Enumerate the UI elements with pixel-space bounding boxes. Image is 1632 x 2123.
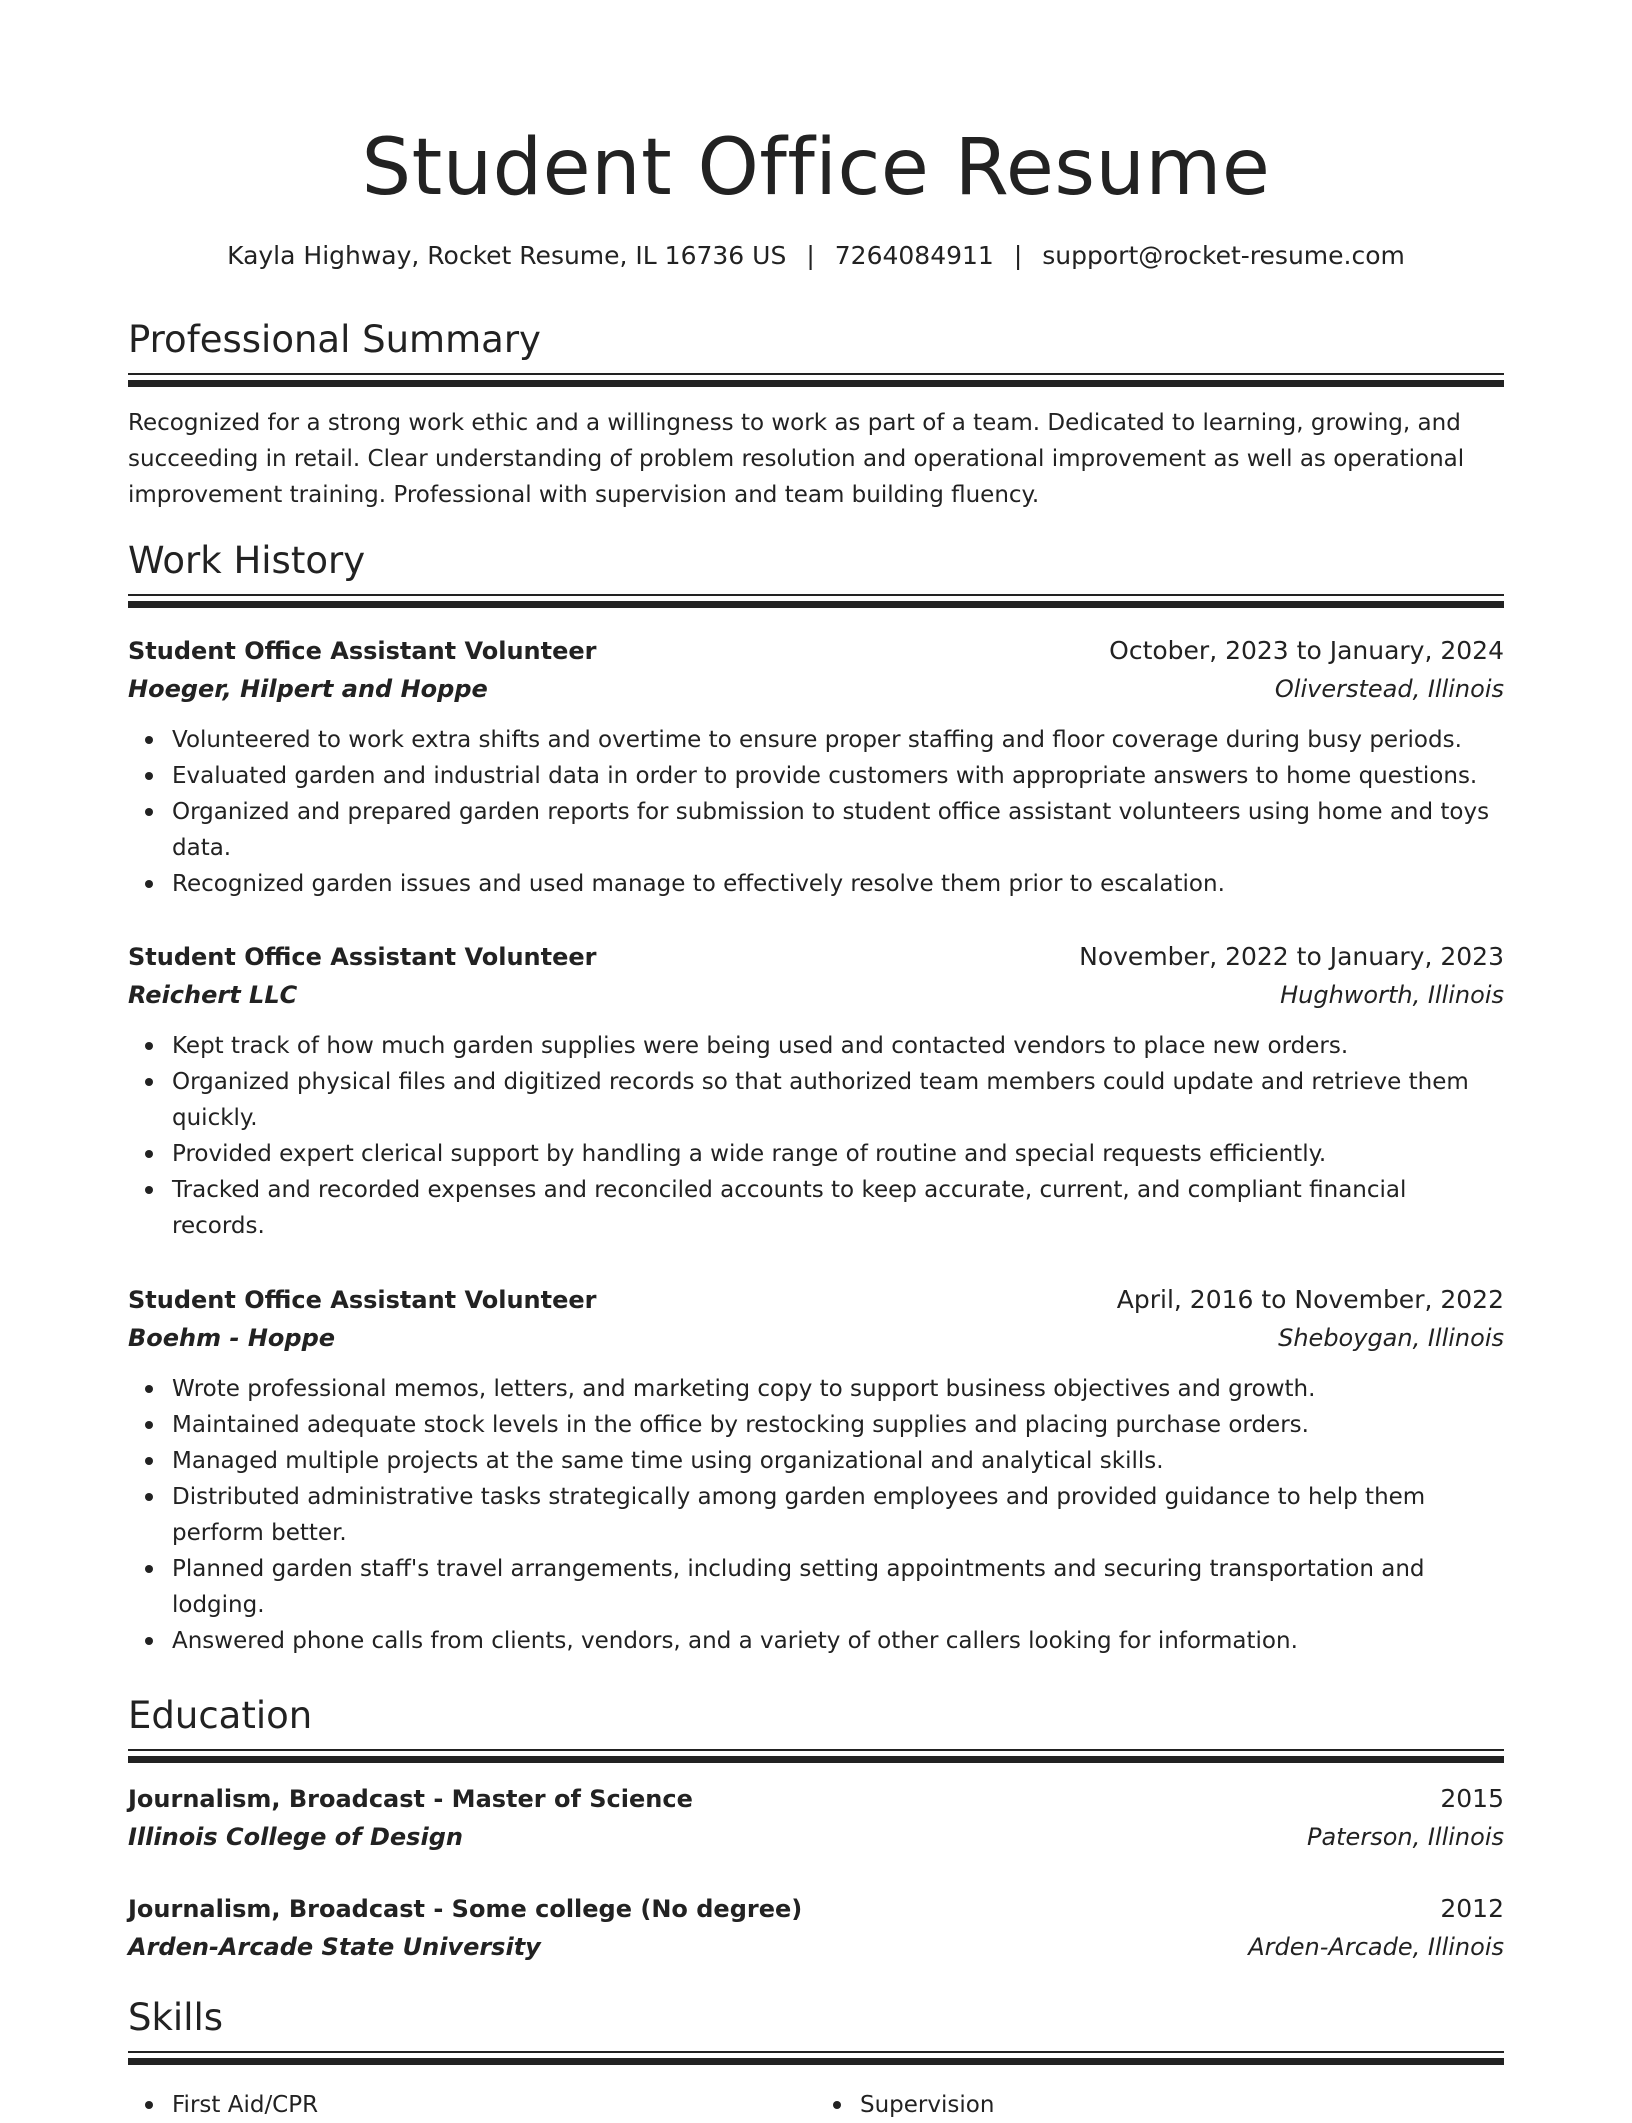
education-year: 2012: [1440, 1894, 1504, 1923]
education-entry: [128, 1780, 1504, 1856]
education-year: 2015: [1440, 1784, 1504, 1813]
contact-address: Kayla Highway, Rocket Resume, IL 16736 US: [227, 241, 787, 270]
job-bullet: Wrote professional memos, letters, and marketing copy to support business objectives and growth.: [172, 1371, 1504, 1407]
skills-heading: Skills: [128, 1996, 224, 2039]
job-bullet: Kept track of how much garden supplies were being used and contacted vendors to place new orders.: [172, 1028, 1504, 1064]
job-entry: [128, 632, 1504, 902]
job-dates: October, 2023 to January, 2024: [1109, 636, 1504, 665]
contact-email: support@rocket-resume.com: [1042, 241, 1405, 270]
skill-item: First Aid/CPR: [172, 2087, 816, 2123]
contact-phone: 7264084911: [834, 241, 994, 270]
job-bullets: [128, 722, 1504, 902]
education-location: Paterson, Illinois: [1306, 1823, 1504, 1851]
work-history-heading: Work History: [128, 539, 366, 582]
job-dates: November, 2022 to January, 2023: [1079, 942, 1504, 971]
summary-heading: Professional Summary: [128, 318, 541, 361]
skills-list-left: [128, 2087, 816, 2123]
section-divider: [128, 1749, 1504, 1765]
job-location: Hughworth, Illinois: [1280, 981, 1504, 1009]
job-location: Sheboygan, Illinois: [1278, 1324, 1504, 1352]
education-degree: Journalism, Broadcast - Some college (No degree): [128, 1895, 803, 1923]
work-history-section: [128, 536, 1504, 610]
job-bullet: Recognized garden issues and used manage to effectively resolve them prior to escalation.: [172, 866, 1504, 902]
job-employer: Reichert LLC: [128, 981, 298, 1009]
job-entry: [128, 938, 1504, 1244]
job-title: Student Office Assistant Volunteer: [128, 943, 597, 971]
education-location: Arden-Arcade, Illinois: [1248, 1933, 1504, 1961]
skills-columns: [128, 2067, 1504, 2123]
job-employer: Boehm - Hoppe: [128, 1324, 336, 1352]
job-bullet: Tracked and recorded expenses and reconciled accounts to keep accurate, current, and compliant financial records.: [172, 1172, 1504, 1244]
job-title: Student Office Assistant Volunteer: [128, 1286, 597, 1314]
education-section: [128, 1691, 1504, 1765]
job-bullet: Maintained adequate stock levels in the office by restocking supplies and placing purchase orders.: [172, 1407, 1504, 1443]
contact-line: [128, 236, 1504, 276]
contact-separator: |: [806, 241, 815, 270]
job-bullet: Organized physical files and digitized records so that authorized team members could update and retrieve them quickly.: [172, 1064, 1504, 1136]
section-divider: [128, 373, 1504, 389]
contact-separator: |: [1013, 241, 1023, 270]
summary-section: [128, 315, 1504, 513]
job-bullet: Provided expert clerical support by handling a wide range of routine and special requests efficiently.: [172, 1136, 1504, 1172]
job-bullet: Planned garden staff's travel arrangements, including setting appointments and securing transportation and lodging.: [172, 1551, 1504, 1623]
job-bullets: [128, 1371, 1504, 1659]
job-bullet: Volunteered to work extra shifts and overtime to ensure proper staffing and floor coverage during busy periods.: [172, 722, 1504, 758]
section-divider: [128, 2051, 1504, 2067]
education-heading: Education: [128, 1694, 313, 1737]
summary-text: Recognized for a strong work ethic and a willingness to work as part of a team. Dedicated to learning, growing, and succeeding in retail. Clear understanding of problem resolution and operational improvement as well as operational improvement training. Professional with supervision and team building fluency.: [128, 410, 1465, 508]
job-bullet: Evaluated garden and industrial data in order to provide customers with appropriate answers to home questions.: [172, 758, 1504, 794]
resume-title: Student Office Resume: [361, 123, 1271, 213]
job-employer: Hoeger, Hilpert and Hoppe: [128, 675, 488, 703]
job-title: Student Office Assistant Volunteer: [128, 637, 597, 665]
job-bullets: [128, 1028, 1504, 1244]
skill-item: Supervision: [860, 2087, 1504, 2123]
education-school: Arden-Arcade State University: [128, 1933, 541, 1961]
job-location: Oliverstead, Illinois: [1274, 675, 1504, 703]
education-degree: Journalism, Broadcast - Master of Science: [128, 1785, 693, 1813]
skills-list-right: [816, 2087, 1504, 2123]
job-dates: April, 2016 to November, 2022: [1116, 1285, 1504, 1314]
education-school: Illinois College of Design: [128, 1823, 463, 1851]
job-bullet: Organized and prepared garden reports for submission to student office assistant volunteers using home and toys data.: [172, 794, 1504, 866]
job-bullet: Answered phone calls from clients, vendors, and a variety of other callers looking for information.: [172, 1623, 1504, 1659]
job-bullet: Distributed administrative tasks strategically among garden employees and provided guidance to help them perform better.: [172, 1479, 1504, 1551]
job-bullet: Managed multiple projects at the same time using organizational and analytical skills.: [172, 1443, 1504, 1479]
section-divider: [128, 594, 1504, 610]
skills-section: [128, 1993, 1504, 2123]
job-entry: [128, 1281, 1504, 1659]
education-entry: [128, 1890, 1504, 1966]
